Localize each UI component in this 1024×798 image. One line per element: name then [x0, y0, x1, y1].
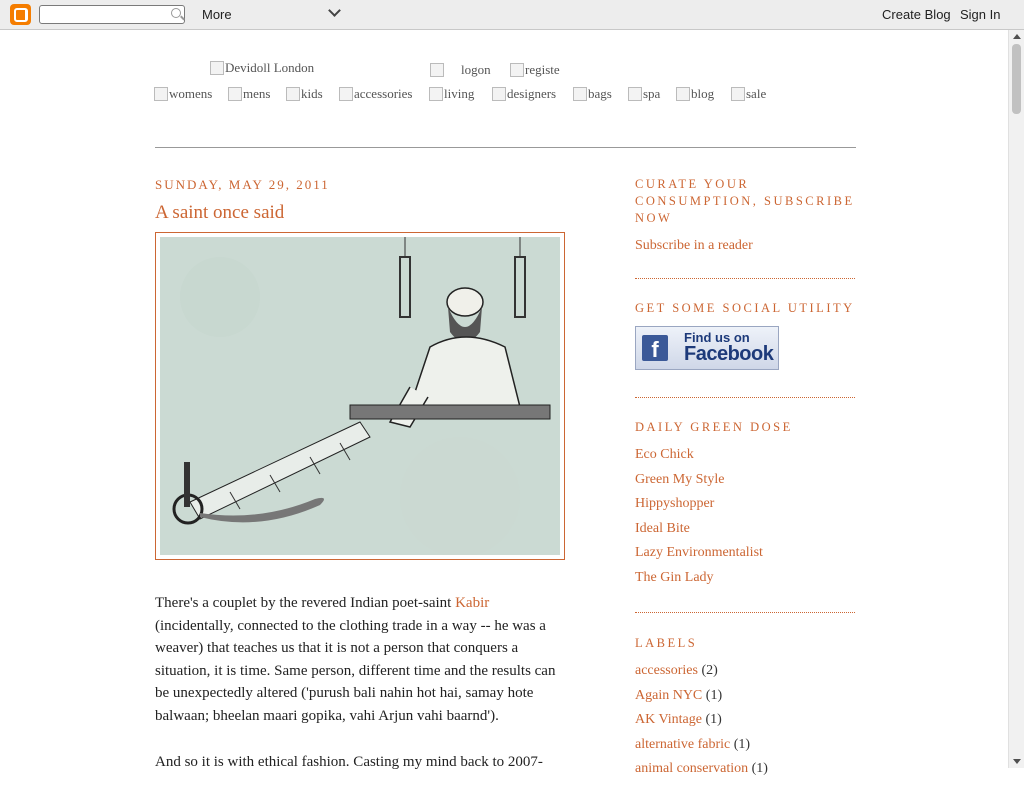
- sidebar-divider: [635, 278, 855, 279]
- nav-accessories[interactable]: accessories: [339, 86, 412, 102]
- green-link-the-gin-lady[interactable]: The Gin Lady: [635, 570, 714, 585]
- label-item[interactable]: alternative fabric (1): [635, 737, 751, 752]
- subscribe-link[interactable]: Subscribe in a reader: [635, 238, 753, 253]
- post-title[interactable]: A saint once said: [155, 202, 285, 223]
- broken-image-icon: [510, 63, 524, 77]
- create-blog-link[interactable]: Create Blog: [882, 7, 951, 22]
- site-logo[interactable]: Devidoll London: [210, 60, 314, 76]
- sign-in-link[interactable]: Sign In: [960, 7, 1001, 22]
- nav-spa[interactable]: spa: [628, 86, 660, 102]
- scroll-down-icon[interactable]: [1013, 759, 1021, 764]
- nav-mens[interactable]: mens: [228, 86, 270, 102]
- nav-designers[interactable]: designers: [492, 86, 556, 102]
- more-dropdown[interactable]: More: [202, 7, 232, 22]
- broken-image-icon: [573, 87, 587, 101]
- label-item[interactable]: Again NYC (1): [635, 688, 723, 703]
- broken-image-icon: [210, 61, 224, 75]
- green-link-hippyshopper[interactable]: Hippyshopper: [635, 496, 715, 511]
- green-dose-heading: DAILY GREEN DOSE: [635, 420, 793, 434]
- green-link-ideal-bite[interactable]: Ideal Bite: [635, 521, 690, 536]
- label-item[interactable]: AK Vintage (1): [635, 712, 722, 727]
- broken-image-icon: [492, 87, 506, 101]
- weaver-illustration: [160, 237, 560, 555]
- nav-living[interactable]: living: [429, 86, 474, 102]
- green-link-lazy-environmentalist[interactable]: Lazy Environmentalist: [635, 545, 763, 560]
- facebook-icon: f: [642, 335, 668, 361]
- green-link-green-my-style[interactable]: Green My Style: [635, 472, 725, 487]
- broken-image-icon: [228, 87, 242, 101]
- broken-image-icon: [430, 63, 444, 77]
- nav-bags[interactable]: bags: [573, 86, 612, 102]
- broken-image-icon: [429, 87, 443, 101]
- sidebar-divider: [635, 612, 855, 613]
- labels-heading: LABELS: [635, 636, 698, 650]
- broken-image-icon: [339, 87, 353, 101]
- nav-womens[interactable]: womens: [154, 86, 212, 102]
- subscribe-heading: CURATE YOUR CONSUMPTION, SUBSCRIBE NOW: [635, 177, 855, 225]
- facebook-badge[interactable]: f Find us on Facebook: [635, 326, 779, 370]
- chevron-down-icon[interactable]: [328, 4, 341, 17]
- post-image[interactable]: [155, 232, 565, 560]
- scrollbar-thumb[interactable]: [1012, 44, 1021, 114]
- blogger-logo-icon[interactable]: [10, 4, 31, 25]
- broken-image-icon: [286, 87, 300, 101]
- post-date: SUNDAY, MAY 29, 2011: [155, 177, 330, 192]
- kabir-link[interactable]: Kabir: [455, 595, 490, 611]
- scroll-up-icon[interactable]: [1013, 34, 1021, 39]
- search-input[interactable]: [39, 5, 185, 24]
- sidebar-divider: [635, 397, 855, 398]
- social-heading: GET SOME SOCIAL UTILITY: [635, 301, 855, 315]
- register-link[interactable]: registe: [510, 62, 560, 78]
- broken-image-icon: [154, 87, 168, 101]
- nav-sale[interactable]: sale: [731, 86, 766, 102]
- vertical-scrollbar[interactable]: [1008, 30, 1024, 768]
- nav-kids[interactable]: kids: [286, 86, 323, 102]
- green-link-eco-chick[interactable]: Eco Chick: [635, 447, 694, 462]
- post-body: [155, 592, 567, 798]
- blogger-navbar: [0, 0, 1024, 30]
- logon-link[interactable]: logon: [430, 62, 491, 78]
- label-item[interactable]: animal conservation (1): [635, 761, 768, 776]
- post-paragraph: There's a couplet by the revered Indian poet-saint Kabir (incidentally, connected to the clothing trade in a way -- he was a weaver) that teaches us that it is not a person that conquers a situation, it is time. Same person, different time and the results can be unexpectedly altered ('purush bali nahin hot hai, samay hote balwaan; bheelan maari gopika, vahi Arjun vahi baarnd').: [155, 595, 556, 724]
- broken-image-icon: [731, 87, 745, 101]
- post-paragraph: And so it is with ethical fashion. Casting my mind back to 2007-: [155, 754, 543, 770]
- header-divider: [155, 147, 856, 148]
- search-icon[interactable]: [171, 8, 181, 18]
- nav-blog[interactable]: blog: [676, 86, 714, 102]
- label-item[interactable]: accessories (2): [635, 663, 718, 678]
- broken-image-icon: [676, 87, 690, 101]
- broken-image-icon: [628, 87, 642, 101]
